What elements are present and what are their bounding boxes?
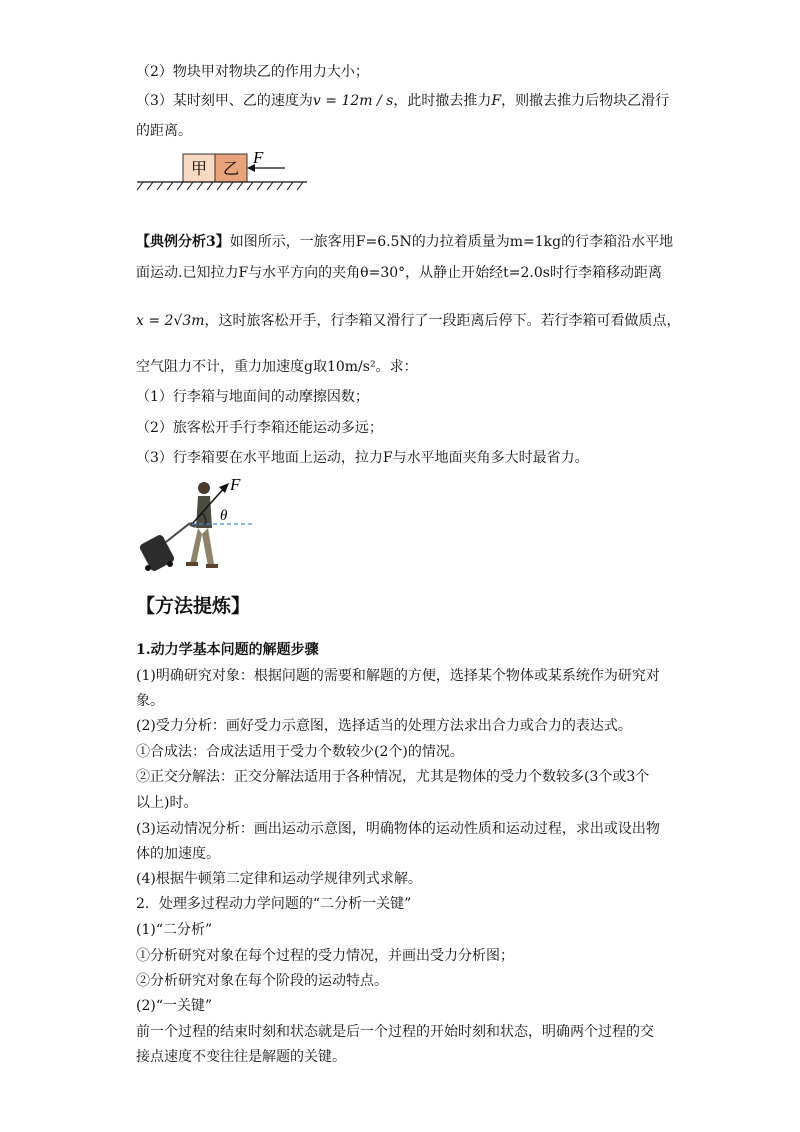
method-line-1: (1)明确研究对象：根据问题的需要和解题的方便，选择某个物体或某系统作为研究对: [136, 668, 660, 684]
method-line-11: (1)“二分析”: [136, 922, 213, 938]
force-label: F: [253, 148, 264, 167]
ground-hatching: [137, 182, 303, 190]
method-subheading-1: 1.动力学基本问题的解题步骤: [136, 642, 319, 658]
method-line-13: ②分析研究对象在每个阶段的运动特点。: [136, 973, 388, 989]
method-line-5: ②正交分解法：正交分解法适用于各种情况，尤其是物体的受力个数较多(3个或3个: [136, 769, 650, 785]
distance-formula: x = 2√3m: [136, 313, 205, 329]
example-3-question-1: （1）行李箱与地面间的动摩擦因数；: [136, 389, 369, 405]
pull-force-label: F: [230, 476, 241, 494]
question-2-text: （2）物块甲对物块乙的作用力大小；: [136, 64, 369, 80]
method-line-9: (4)根据牛顿第二定律和运动学规律列式求解。: [136, 871, 422, 887]
block-yi-label: 乙: [222, 161, 240, 178]
example-3-tag: 【典例分析3】: [136, 234, 230, 250]
question-3-text-a: （3）某时刻甲、乙的速度为: [136, 93, 313, 109]
method-line-7: (3)运动情况分析：画出运动示意图，明确物体的运动性质和运动过程，求出或设出物: [136, 821, 660, 837]
traveler-figure: [138, 476, 258, 576]
example-3-line3: [136, 311, 681, 331]
velocity-formula: v = 12m / s: [312, 93, 394, 109]
method-line-14: (2)“一关键”: [136, 998, 213, 1014]
example-3-question-3: （3）行李箱要在水平地面上运动，拉力F与水平地面夹角多大时最省力。: [136, 450, 589, 466]
method-heading: 【方法提炼】: [136, 595, 251, 617]
method-line-10: 2．处理多过程动力学问题的“二分析一关键”: [136, 896, 412, 912]
block-jia-label: 甲: [190, 161, 208, 178]
method-line-8: 体的加速度。: [136, 846, 220, 862]
question-3-line1: [136, 91, 669, 111]
method-line-3: (2)受力分析：画好受力示意图，选择适当的处理方法求出合力或合力的表达式。: [136, 718, 632, 734]
question-3-text-c: ，则撤去推力后物块乙滑行: [501, 93, 670, 109]
method-line-12: ①分析研究对象在每个过程的受力情况，并画出受力分析图；: [136, 948, 514, 964]
question-3-text-b: ，此时撤去推力: [393, 93, 492, 109]
angle-label: θ: [220, 508, 228, 524]
example-3-line1: [136, 232, 673, 252]
method-line-2: 象。: [136, 693, 164, 709]
example-3-text1: 如图所示，一旅客用F=6.5N的力拉着质量为m=1kg的行李箱沿水平地: [229, 234, 674, 250]
method-line-4: ①合成法：合成法适用于受力个数较少(2个)的情况。: [136, 744, 464, 760]
question-3-line2: 的距离。: [136, 123, 192, 139]
example-3-text3: ，这时旅客松开手，行李箱又滑行了一段距离后停下。若行李箱可看做质点，: [204, 313, 681, 329]
example-3-question-2: （2）旅客松开手行李箱还能运动多远；: [136, 420, 383, 436]
force-symbol: F: [491, 93, 502, 109]
suitcase-icon: [138, 523, 190, 572]
method-line-6: 以上)时。: [136, 795, 198, 811]
example-3-line4: 空气阻力不计，重力加速度g取10m/s²。求：: [136, 359, 418, 375]
method-line-15: 前一个过程的结束时刻和状态就是后一个过程的开始时刻和状态，明确两个过程的交: [136, 1024, 654, 1040]
example-3-line2: 面运动.已知拉力F与水平方向的夹角θ=30°，从静止开始经t=2.0s时行李箱移动距离: [136, 265, 662, 281]
traveler-icon: [186, 482, 218, 568]
blocks-figure: [135, 148, 310, 194]
method-line-16: 接点速度不变往往是解题的关键。: [136, 1049, 346, 1065]
